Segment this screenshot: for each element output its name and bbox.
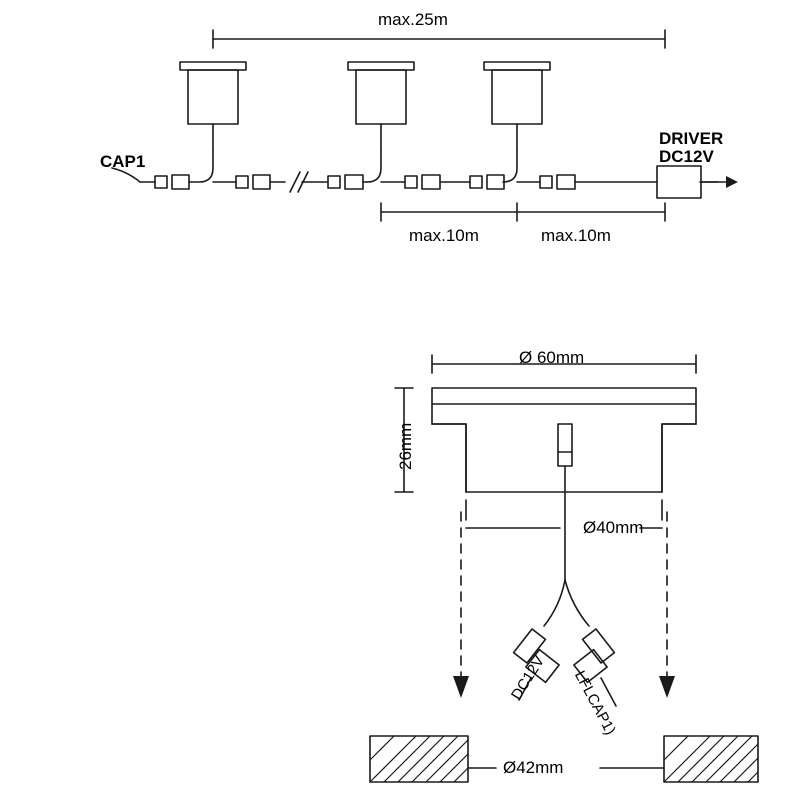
label-driver-line2: DC12V — [659, 147, 714, 166]
dim-max-10m-left — [381, 203, 517, 221]
dim-max-10m-right — [517, 203, 665, 221]
label-max-total-run: max.25m — [378, 10, 448, 29]
cable-run — [140, 150, 718, 182]
label-fixture-height: 26mm — [396, 422, 415, 470]
label-driver-line1: DRIVER — [659, 129, 724, 148]
driver-box — [657, 166, 701, 198]
fixture-section — [432, 388, 696, 492]
label-cap1: CAP1 — [100, 152, 146, 171]
driver-output-arrow — [701, 176, 738, 188]
mounting-surface — [370, 736, 758, 782]
fixture-icon-3 — [484, 62, 550, 150]
label-max-span-left: max.10m — [409, 226, 479, 245]
fixture-icon-1 — [180, 62, 246, 150]
label-cutout-diameter: Ø42mm — [503, 758, 564, 777]
label-connector-dc12v: DC12V — [508, 652, 549, 704]
fixture-icon-2 — [348, 62, 414, 150]
fixture-cable — [544, 466, 589, 626]
label-connector-lflcap1: LFLCAP1) — [570, 668, 619, 738]
cable-gland — [558, 424, 572, 466]
hatch-left — [370, 736, 468, 782]
label-body-diameter: Ø40mm — [583, 518, 644, 537]
label-max-span-right: max.10m — [541, 226, 611, 245]
label-outer-diameter: Ø 60mm — [519, 348, 585, 367]
cutout-guide-arrows — [453, 676, 675, 698]
hatch-right — [664, 736, 758, 782]
dim-max-25m — [213, 30, 665, 48]
